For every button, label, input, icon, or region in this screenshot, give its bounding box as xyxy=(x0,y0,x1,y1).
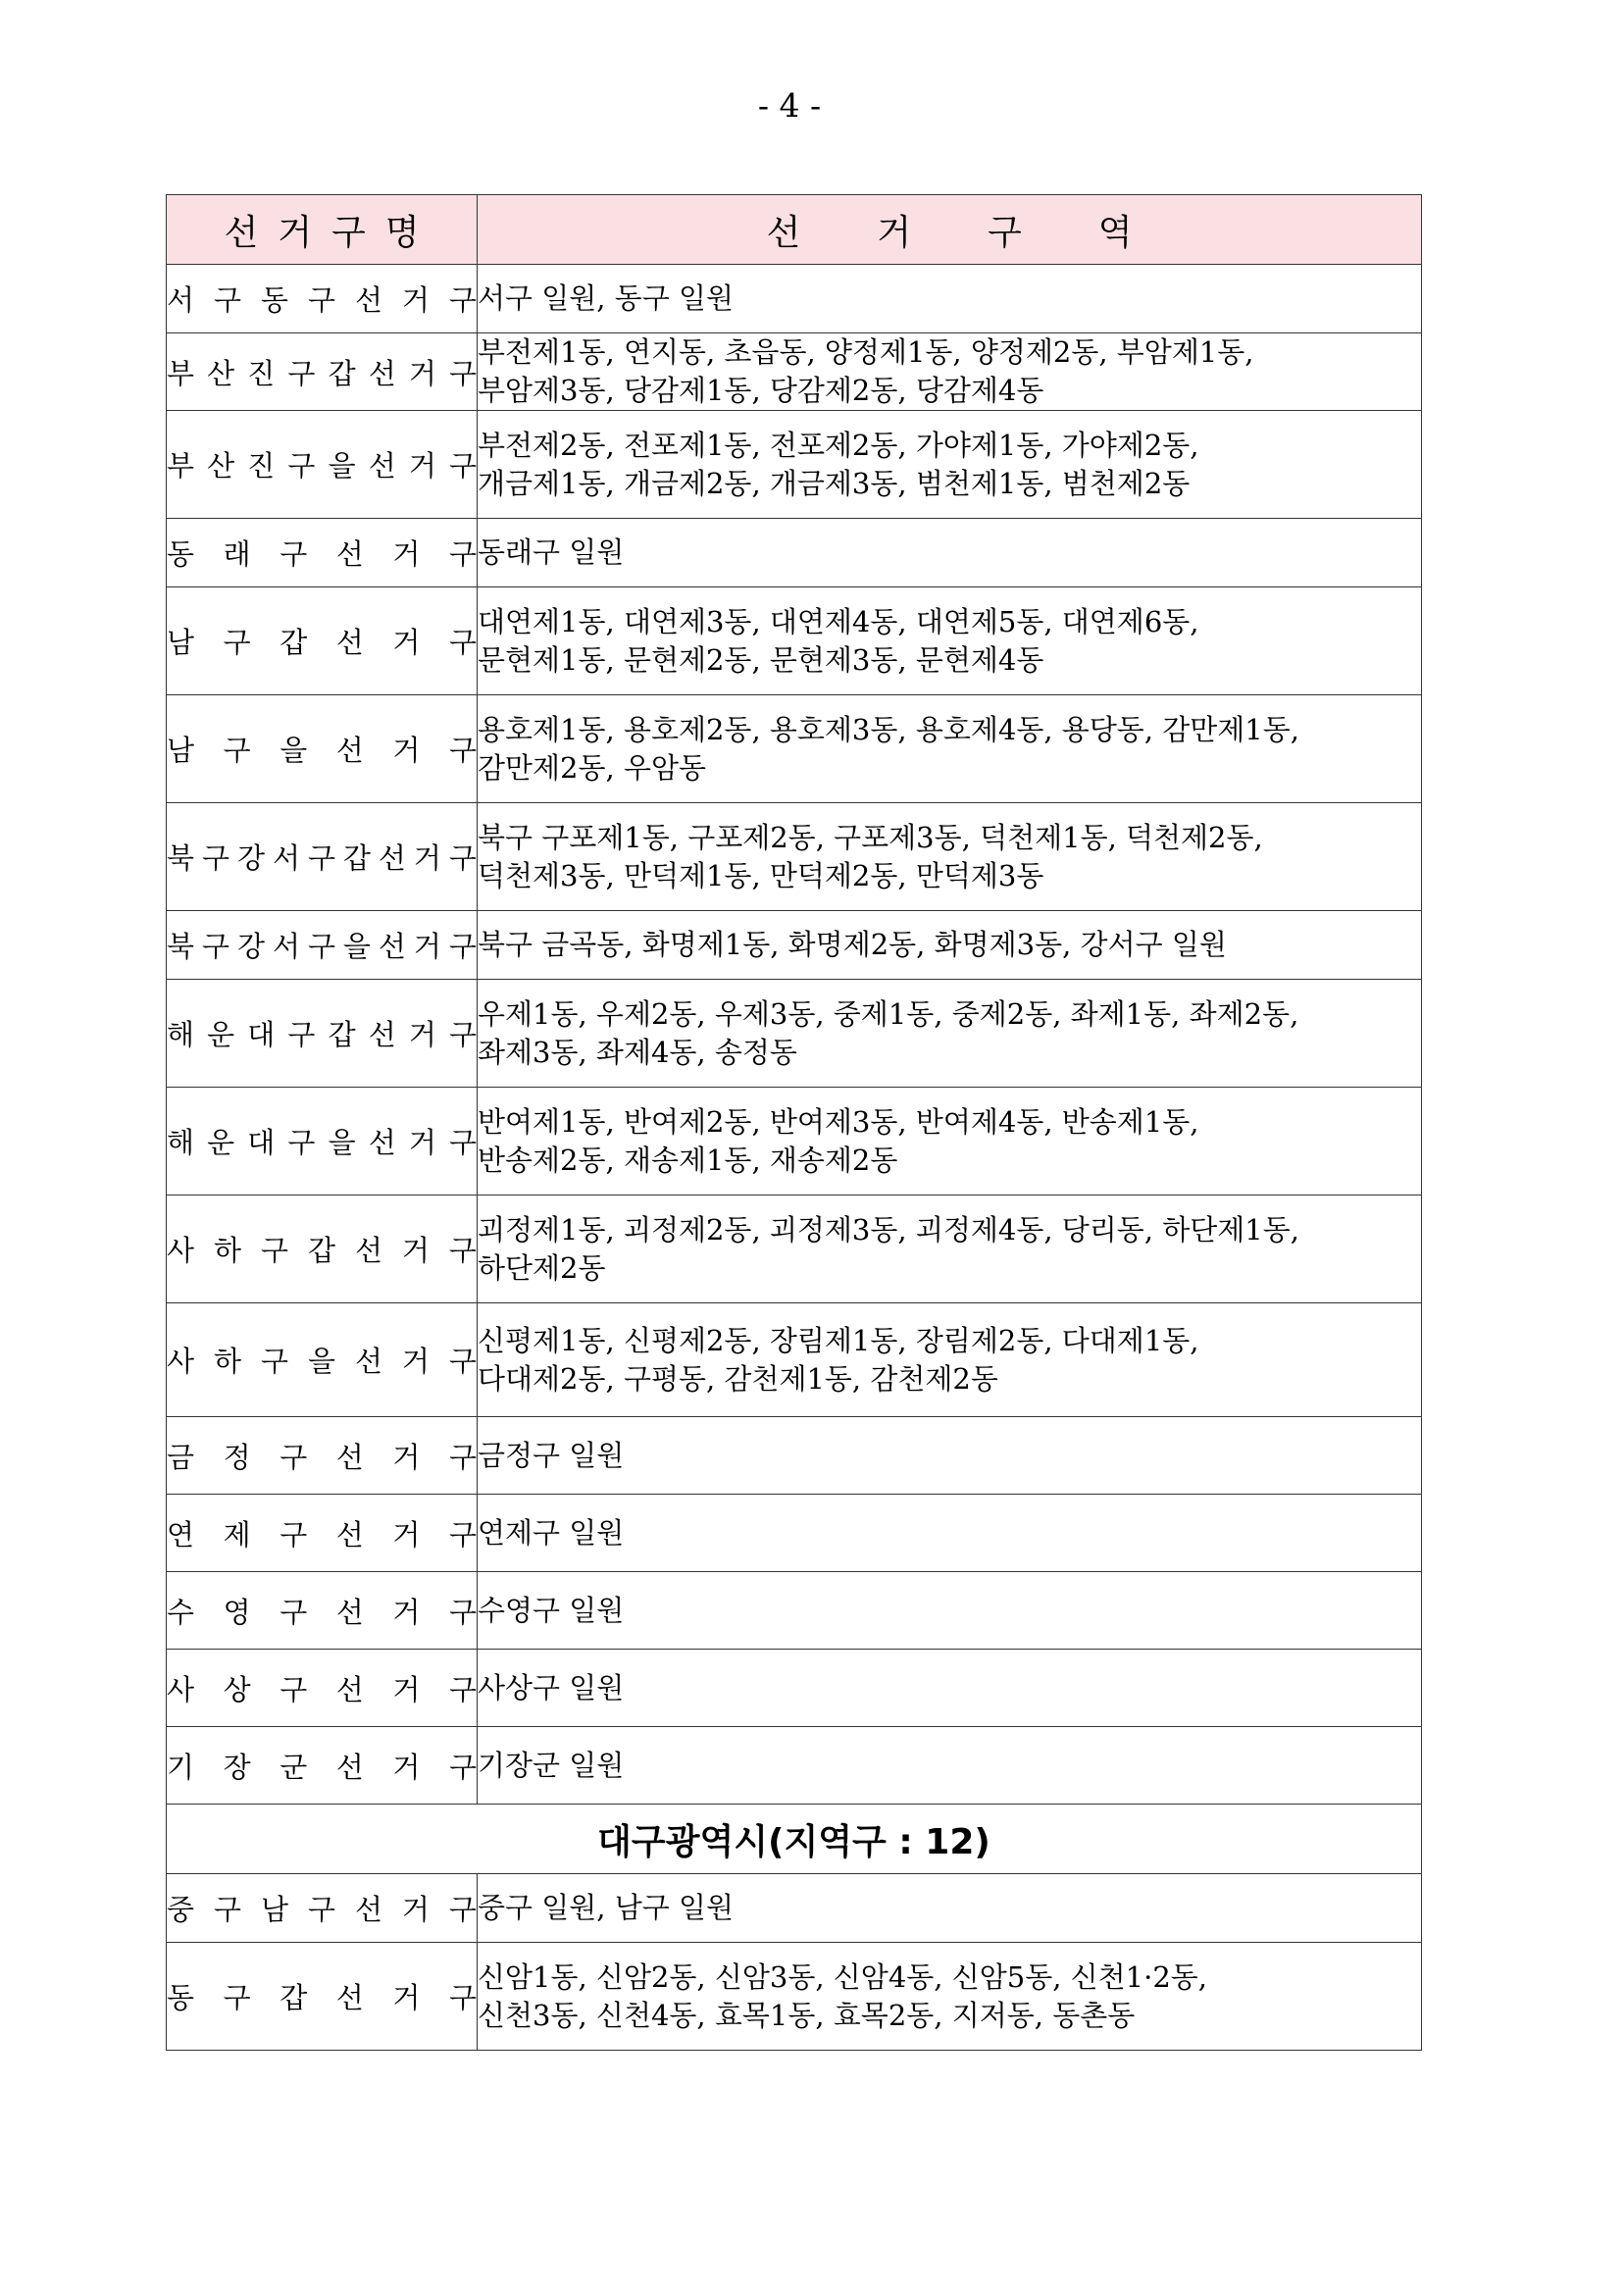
busan-rows xyxy=(167,265,1422,1805)
table-row xyxy=(167,1572,1422,1650)
district-name: 사 하 구 을 선 거 구 xyxy=(167,1345,477,1378)
district-name: 수 영 구 선 거 구 xyxy=(167,1595,477,1629)
district-name-cell xyxy=(167,1495,478,1572)
table-row xyxy=(167,265,1422,333)
table-row xyxy=(167,1874,1422,1943)
table-row xyxy=(167,911,1422,980)
district-name: 서 구 동 구 선 거 구 xyxy=(167,283,477,317)
section-title: 대구광역시(지역구 : 12) xyxy=(167,1805,1422,1874)
district-area-line: 신평제1동, 신평제2동, 장림제1동, 장림제2동, 다대제1동, xyxy=(478,1323,1199,1357)
table-row xyxy=(167,695,1422,803)
district-area-cell xyxy=(478,519,1422,587)
district-name: 남 구 갑 선 거 구 xyxy=(167,626,477,659)
district-area-line: 덕천제3동, 만덕제1동, 만덕제2동, 만덕제3동 xyxy=(478,858,1044,892)
district-name-cell xyxy=(167,911,478,980)
district-area-line: 용호제1동, 용호제2동, 용호제3동, 용호제4동, 용당동, 감만제1동, xyxy=(478,712,1299,746)
district-area-line: 좌제3동, 좌제4동, 송정동 xyxy=(478,1035,797,1069)
district-area-line: 수영구 일원 xyxy=(478,1593,625,1627)
table-header-row xyxy=(167,195,1422,265)
district-name-cell xyxy=(167,1303,478,1417)
district-area-line: 동래구 일원 xyxy=(478,535,625,569)
district-area-cell xyxy=(478,1088,1422,1195)
district-area-line: 다대제2동, 구평동, 감천제1동, 감천제2동 xyxy=(478,1361,998,1396)
district-name: 동 래 구 선 거 구 xyxy=(167,537,477,571)
district-area-cell xyxy=(478,587,1422,695)
district-area-cell xyxy=(478,1417,1422,1495)
district-name-cell xyxy=(167,1195,478,1303)
header-district-name: 선거구명 xyxy=(167,195,478,265)
district-area-line: 대연제1동, 대연제3동, 대연제4동, 대연제5동, 대연제6동, xyxy=(478,604,1199,638)
district-name: 사 하 구 갑 선 거 구 xyxy=(167,1234,477,1267)
district-area-line: 부전제2동, 전포제1동, 전포제2동, 가야제1동, 가야제2동, xyxy=(478,428,1199,462)
table-row xyxy=(167,1088,1422,1195)
district-area-line: 기장군 일원 xyxy=(478,1748,625,1782)
daegu-rows xyxy=(167,1874,1422,2051)
district-name-cell xyxy=(167,1088,478,1195)
district-name-cell xyxy=(167,695,478,803)
district-name-cell xyxy=(167,1572,478,1650)
district-name-cell xyxy=(167,1727,478,1805)
district-name: 북 구 강 서 구 갑 선 거 구 xyxy=(167,841,477,875)
district-area-cell xyxy=(478,980,1422,1088)
district-area-cell xyxy=(478,1943,1422,2051)
table-row xyxy=(167,1943,1422,2051)
district-area-line: 연제구 일원 xyxy=(478,1515,625,1550)
table-row xyxy=(167,519,1422,587)
district-name: 사 상 구 선 거 구 xyxy=(167,1672,477,1706)
district-area-cell xyxy=(478,1874,1422,1943)
district-name-cell xyxy=(167,1417,478,1495)
district-area-cell xyxy=(478,1727,1422,1805)
table-row xyxy=(167,587,1422,695)
district-name-cell xyxy=(167,1943,478,2051)
district-area-cell xyxy=(478,265,1422,333)
district-name: 중 구 남 구 선 거 구 xyxy=(167,1893,477,1926)
district-name: 연 제 구 선 거 구 xyxy=(167,1517,477,1551)
district-area-line: 문현제1동, 문현제2동, 문현제3동, 문현제4동 xyxy=(478,642,1044,677)
district-area-line: 부암제3동, 당감제1동, 당감제2동, 당감제4동 xyxy=(478,374,1044,407)
district-area-line: 개금제1동, 개금제2동, 개금제3동, 범천제1동, 범천제2동 xyxy=(478,466,1191,500)
district-area-line: 서구 일원, 동구 일원 xyxy=(478,281,734,315)
district-area-line: 하단제2동 xyxy=(478,1250,606,1285)
district-name: 부 산 진 구 을 선 거 구 xyxy=(167,449,477,483)
district-name: 남 구 을 선 거 구 xyxy=(167,734,477,767)
district-name-cell xyxy=(167,411,478,519)
district-name: 기 장 군 선 거 구 xyxy=(167,1750,477,1784)
table-row xyxy=(167,1495,1422,1572)
table-row xyxy=(167,1727,1422,1805)
district-name: 부 산 진 구 갑 선 거 구 xyxy=(167,356,477,390)
district-name: 금 정 구 선 거 구 xyxy=(167,1440,477,1474)
district-name: 해 운 대 구 갑 선 거 구 xyxy=(167,1018,477,1051)
table-row xyxy=(167,1303,1422,1417)
district-area-cell xyxy=(478,1195,1422,1303)
district-name-cell xyxy=(167,1874,478,1943)
table-row xyxy=(167,803,1422,911)
district-area-cell xyxy=(478,1572,1422,1650)
district-area-cell xyxy=(478,803,1422,911)
page-number: - 4 - xyxy=(757,86,822,125)
table-row xyxy=(167,1650,1422,1727)
district-area-cell xyxy=(478,911,1422,980)
district-area-line: 우제1동, 우제2동, 우제3동, 중제1동, 중제2동, 좌제1동, 좌제2동, xyxy=(478,996,1299,1031)
district-area-line: 금정구 일원 xyxy=(478,1438,625,1472)
district-name-cell xyxy=(167,803,478,911)
district-name: 북 구 강 서 구 을 선 거 구 xyxy=(167,930,477,963)
district-name-cell xyxy=(167,333,478,411)
district-area-line: 부전제1동, 연지동, 초읍동, 양정제1동, 양정제2동, 부암제1동, xyxy=(478,335,1254,369)
table-row xyxy=(167,980,1422,1088)
table-row xyxy=(167,411,1422,519)
district-area-line: 괴정제1동, 괴정제2동, 괴정제3동, 괴정제4동, 당리동, 하단제1동, xyxy=(478,1212,1299,1246)
district-area-line: 북구 구포제1동, 구포제2동, 구포제3동, 덕천제1동, 덕천제2동, xyxy=(478,820,1263,854)
district-name-cell xyxy=(167,980,478,1088)
district-area-line: 반송제2동, 재송제1동, 재송제2동 xyxy=(478,1143,898,1177)
district-name: 해 운 대 구 을 선 거 구 xyxy=(167,1126,477,1159)
district-area-cell xyxy=(478,1303,1422,1417)
district-area-cell xyxy=(478,411,1422,519)
district-table xyxy=(166,194,1422,2051)
district-area-cell xyxy=(478,1495,1422,1572)
header-district-area: 선거구역 xyxy=(478,195,1422,265)
table-row xyxy=(167,1195,1422,1303)
district-name-cell xyxy=(167,265,478,333)
district-name: 동 구 갑 선 거 구 xyxy=(167,1981,477,2014)
district-area-line: 감만제2동, 우암동 xyxy=(478,750,706,785)
district-area-line: 북구 금곡동, 화명제1동, 화명제2동, 화명제3동, 강서구 일원 xyxy=(478,928,1227,961)
table-row xyxy=(167,1417,1422,1495)
district-area-line: 반여제1동, 반여제2동, 반여제3동, 반여제4동, 반송제1동, xyxy=(478,1104,1199,1139)
district-area-cell xyxy=(478,1650,1422,1727)
district-area-line: 중구 일원, 남구 일원 xyxy=(478,1891,734,1924)
district-area-line: 신천3동, 신천4동, 효목1동, 효목2동, 지저동, 동촌동 xyxy=(478,1998,1136,2032)
district-area-line: 사상구 일원 xyxy=(478,1670,625,1704)
district-name-cell xyxy=(167,519,478,587)
district-area-cell xyxy=(478,333,1422,411)
district-name-cell xyxy=(167,587,478,695)
table-row xyxy=(167,333,1422,411)
district-name-cell xyxy=(167,1650,478,1727)
district-area-line: 신암1동, 신암2동, 신암3동, 신암4동, 신암5동, 신천1·2동, xyxy=(478,1959,1208,1994)
section-row xyxy=(167,1805,1422,1874)
district-area-cell xyxy=(478,695,1422,803)
